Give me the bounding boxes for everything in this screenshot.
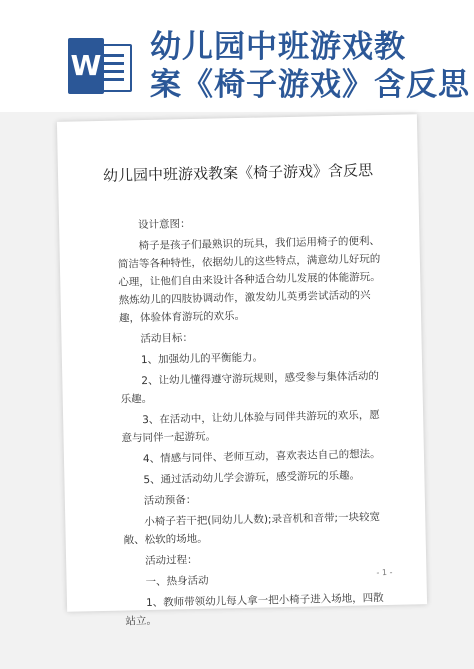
document-page: [57, 114, 427, 628]
paragraph: 一、热身活动: [145, 574, 209, 589]
paragraph: 4、情感与同伴、老师互动，喜欢表达自己的想法。: [142, 448, 381, 466]
document-body: [117, 211, 391, 633]
paragraph: 活动目标：: [140, 332, 194, 346]
paragraph: 1、加强幼儿的平衡能力。: [140, 351, 264, 367]
paragraph: 活动过程：: [145, 553, 198, 568]
paragraph: 小椅子若干把(同幼儿人数);录音机和音带;一块较宽敞、松软的场地。: [123, 511, 381, 547]
paragraph: 设计意图：: [137, 218, 191, 232]
paragraph: 3、在活动中，让幼儿体验与同伴共游玩的欢乐，愿意与同伴一起游玩。: [121, 409, 380, 445]
paragraph: 椅子是孩子们最熟识的玩具，我们运用椅子的便利、简洁等各种特性，依据幼儿的这些特点，满意幼儿好玩的心理，让他们自由来设计各种适合幼儿发展的体能游玩。熬炼幼儿的四肢协调动作，激发幼儿英勇尝试活动的兴趣，体验体育游玩的欢乐。: [117, 235, 381, 325]
word-badge: W: [68, 38, 104, 94]
header: [0, 0, 474, 112]
header-title-line1: 幼儿园中班游戏教: [150, 29, 406, 65]
paragraph: 2、让幼儿懂得遵守游玩规则，感受参与集体活动的乐趣。: [120, 370, 380, 406]
header-title-line2: 案《椅子游戏》含反思: [150, 67, 470, 103]
paragraph: 活动预备：: [143, 493, 197, 508]
header-title: [150, 28, 470, 104]
paragraph: 1、教师带领幼儿每人拿一把小椅子进入场地，四散站立。: [125, 592, 384, 628]
document-title: 幼儿园中班游戏教案《椅子游戏》含反思: [102, 161, 374, 185]
page-number: - 1 -: [376, 567, 393, 578]
paragraph: 5、通过活动幼儿学会游玩，感受游玩的乐趣。: [143, 469, 361, 487]
word-doc-icon: [68, 38, 132, 94]
